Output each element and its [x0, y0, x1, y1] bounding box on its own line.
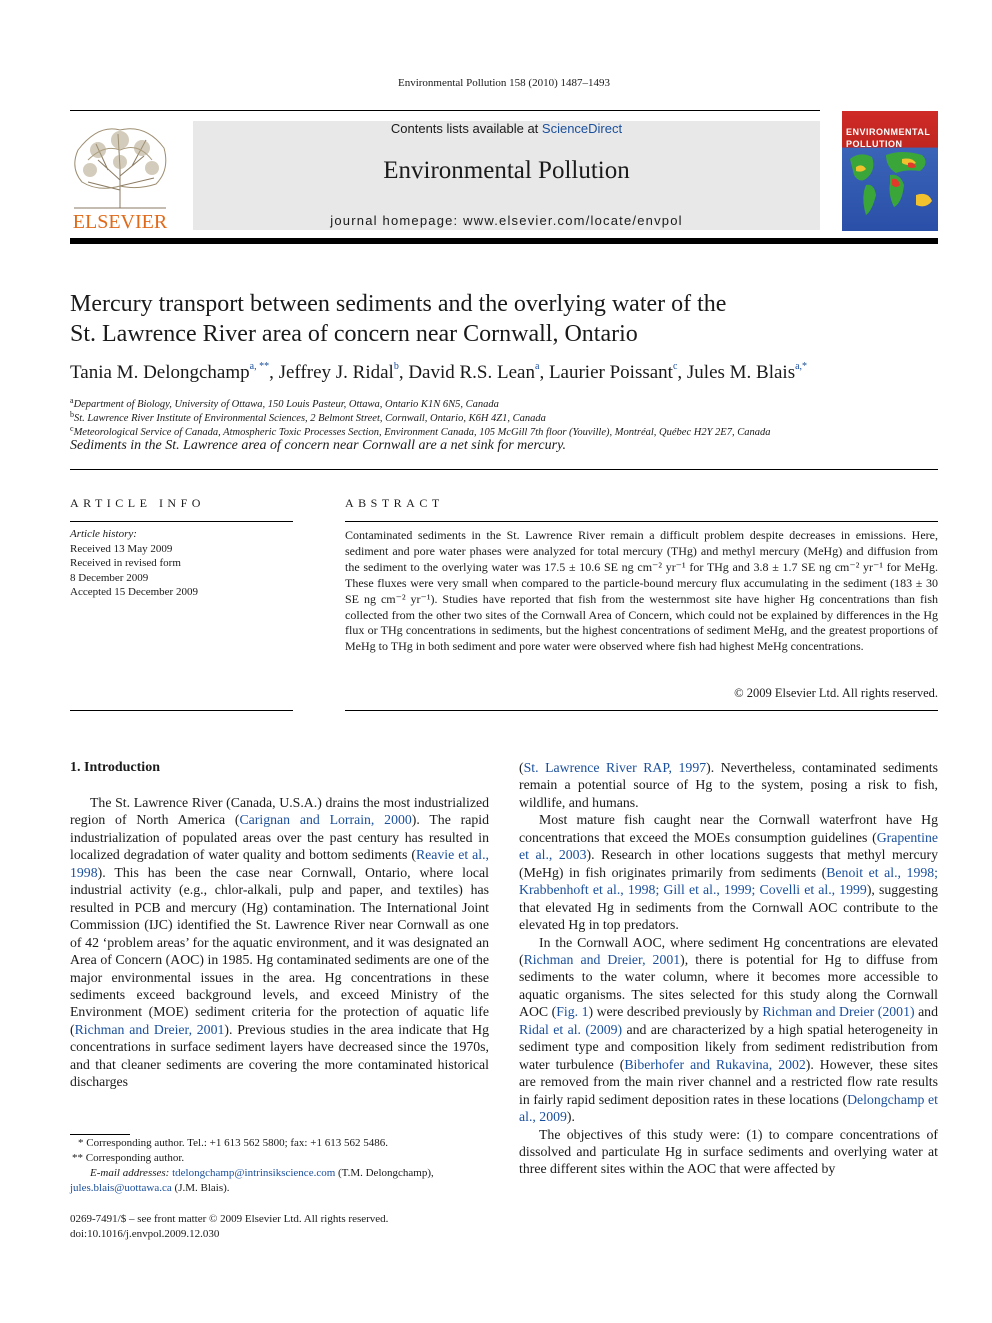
footnote-corresponding-2: ** Corresponding author.	[72, 1152, 185, 1164]
paragraph	[519, 1126, 938, 1178]
author-affiliation-mark[interactable]: a	[534, 361, 540, 372]
text-run: The St. Lawrence River (Canada, U.S.A.) drains the most industrialized region of North America (	[70, 795, 489, 828]
affiliation-mark: b	[70, 410, 74, 419]
section-heading-introduction: 1. Introduction	[70, 760, 160, 775]
footnote-emails	[70, 1166, 490, 1181]
citation-link[interactable]: Carignan and Lorrain, 2000	[239, 812, 412, 828]
abstract-rule	[345, 521, 938, 522]
citation-link[interactable]: Delongchamp et al., 2009	[519, 1091, 938, 1125]
text-run: and	[914, 1004, 938, 1020]
citation-link[interactable]: Richman and Dreier (2001)	[762, 1004, 915, 1020]
citation-link[interactable]: Reavie et al., 1998	[70, 847, 489, 880]
author-list: Tania M. Delongchamp$^{a, **}$, Jeffrey J. Ridal$^b$, David R.S. Lean$^a$, Laurier Poissant$^c$, Jules M. Blais$^{a,*}$	[70, 361, 808, 383]
history-accepted: Accepted 15 December 2009	[70, 586, 198, 598]
history-revised-date: 8 December 2009	[70, 571, 149, 584]
author-name: Jeffrey J. Ridal	[278, 362, 394, 383]
text-run: and are characterized by a high spatial heterogeneity in sediment type and composition likely from sediment redistribution from water turbulence (	[519, 1021, 938, 1072]
issn-line: 0269-7491/$ – see front matter © 2009 Elsevier Ltd. All rights reserved.	[70, 1213, 389, 1225]
citation-link[interactable]: Ridal et al. (2009)	[519, 1021, 623, 1037]
text-run: In the Cornwall AOC, where sediment Hg concentrations are elevated (	[519, 934, 938, 967]
citation-link[interactable]: Fig. 1	[556, 1004, 589, 1020]
citation-link[interactable]: St. Lawrence River RAP, 1997	[523, 760, 707, 775]
header-thick-rule	[70, 238, 938, 244]
text-run: ) were described previously by	[588, 1004, 763, 1020]
author-name: Laurier Poissant	[548, 362, 673, 383]
author-affiliation-mark[interactable]: a,*	[795, 361, 808, 372]
article-history	[70, 527, 295, 600]
body-column-left	[70, 794, 489, 1091]
article-info-rule	[70, 521, 293, 522]
affiliation-mark: c	[70, 424, 74, 433]
paragraph	[70, 794, 489, 1091]
history-label: Article history:	[70, 528, 137, 540]
text-run: Most mature fish caught near the Cornwall waterfront have Hg concentrations that exceed the MOEs consumption guidelines (	[519, 812, 938, 845]
text-run: ), there is potential for Hg to diffuse from sediments to the water column, where it becomes more accessible to aquatic organisms. The sites selected for this study along the Cornwall AOC (	[519, 951, 938, 1020]
abstract-heading: ABSTRACT	[345, 496, 444, 510]
contents-prefix: Contents lists available at	[390, 121, 542, 136]
email-label: E-mail addresses:	[90, 1167, 173, 1179]
footnote-rule	[70, 1134, 130, 1135]
author-name: Tania M. Delongchamp	[70, 362, 250, 383]
text-run: ).	[566, 1109, 575, 1125]
affiliation-a	[70, 396, 940, 410]
abstract-copyright: © 2009 Elsevier Ltd. All rights reserved.	[734, 686, 938, 700]
affiliation-mark: a	[70, 396, 74, 405]
section-rule	[70, 469, 938, 470]
article-highlight: Sediments in the St. Lawrence area of concern near Cornwall are a net sink for mercury.	[70, 438, 567, 453]
text-run: ). However, these sites are removed from the main river channel and a restricted flow rate results in fairly rapid sediment deposition rates in these locations (	[519, 1056, 939, 1107]
journal-reference: Environmental Pollution 158 (2010) 1487–1493	[397, 77, 611, 89]
citation-link[interactable]: Biberhofer and Rukavina, 2002	[624, 1056, 806, 1072]
doi-line[interactable]: doi:10.1016/j.envpol.2009.12.030	[70, 1227, 220, 1240]
cover-map-graphic	[842, 111, 938, 231]
abstract-bottom-rule	[345, 710, 938, 711]
footnote-corresponding-1: * Corresponding author. Tel.: +1 613 562 5800; fax: +1 613 562 5486.	[78, 1137, 388, 1149]
email-owner: (J.M. Blais).	[171, 1182, 230, 1194]
author-name: David R.S. Lean	[408, 362, 535, 383]
email-owner: (T.M. Delongchamp),	[335, 1167, 434, 1179]
email-link-delongchamp[interactable]: tdelongchamp@intrinsikscience.com	[172, 1167, 336, 1179]
header-top-rule	[70, 110, 820, 111]
citation-link[interactable]: Grapentine et al., 2003	[519, 829, 938, 863]
body-column-right	[519, 759, 938, 1178]
sciencedirect-link[interactable]: ScienceDirect	[541, 121, 623, 136]
citation-link[interactable]: Richman and Dreier, 2001	[523, 951, 681, 967]
affiliation-b	[70, 410, 940, 424]
article-info-bottom-rule	[70, 710, 293, 711]
text-run: (	[519, 760, 524, 775]
paragraph	[519, 811, 938, 933]
front-matter-info	[70, 1212, 490, 1241]
paragraph	[519, 934, 938, 1126]
affiliation-text: Meteorological Service of Canada, Atmospheric Toxic Processes Section, Environment Canada, 105 McGill 7th floor (Youville), Montréal, Québec H2Y 2E7, Canada	[73, 427, 771, 438]
history-received: Received 13 May 2009	[70, 542, 173, 555]
text-run: ). The rapid industrialization of populated areas over the past century has resulted in localized degradation of water quality and bottom sediments (	[70, 812, 489, 863]
article-title-line-2: St. Lawrence River area of concern near Cornwall, Ontario	[70, 321, 638, 347]
article-title	[70, 289, 930, 349]
article-info-heading: ARTICLE INFO	[70, 496, 205, 510]
citation-link[interactable]: Richman and Dreier, 2001	[74, 1021, 225, 1037]
footnotes	[70, 1136, 490, 1196]
author-affiliation-mark[interactable]: a, **	[249, 361, 270, 372]
text-run: ). This has been the case near Cornwall, Ontario, where local industrial activity (e.g., chlor-alkali, pulp and paper, and textiles) has resulted in PCB and mercury (Hg) contamination. The International Joint Commission (IJC) identified the St. Lawrence River near Cornwall as one of 42 ‘problem areas’ for the aquatic environment, and it was designated an Area of Concern (AOC) in 1985. Hg contaminated sediments are one of the major environmental issues in the area. Hg concentrations in these sediments exceed background levels, and exceed Ministry of the Environment (MOE) sediment criteria for the protection of aquatic life (	[70, 864, 489, 1037]
elsevier-logo	[68, 120, 172, 232]
journal-title: Environmental Pollution	[383, 157, 630, 184]
contents-line	[193, 121, 820, 136]
text-run: ). Research in other locations suggests that methyl mercury (MeHg) in fish originates primarily from sediments (	[519, 847, 938, 880]
abstract-text: Contaminated sediments in the St. Lawrence River remain a difficult problem despite decreases in emissions. Here, sediment and pore water phases were analyzed for total mercury (THg) and methyl mercury (MeHg) and diffusion from the sediment to the overlying water was 17.5 ± 10.6 SE ng cm⁻² yr⁻¹ for THg and 3.8 ± 1.7 SE ng cm⁻² yr⁻¹ for MeHg. These fluxes were very small when compared to the particle-bound mercury flux accumulating in the sediment (183 ± 30 SE ng cm⁻² yr⁻¹). Studies have reported that fish from the westernmost site have higher Hg concentrations than fish collected from the other two sites of the Cornwall Area of Concern, which could not be explained by differences in the Hg flux or THg concentrations in sediments, but the highest concentrations of sediment MeHg, and the greatest proportions of MeHg to THg in both sediment and pore water were observed where fish had highest MeHg concentrations.	[345, 528, 938, 654]
text-run: ), suggesting that elevated Hg in sediments from the Cornwall AOC contribute to the elevated Hg in top predators.	[519, 882, 938, 933]
journal-homepage[interactable]: journal homepage: www.elsevier.com/locate/envpol	[330, 213, 683, 228]
author-name: Jules M. Blais	[686, 362, 796, 383]
citation-link[interactable]: Benoit et al., 1998; Krabbenhoft et al., 1998; Gill et al., 1999; Covelli et al., 1999	[519, 864, 938, 898]
affiliation-c	[70, 424, 940, 438]
footnote-emails-cont	[70, 1181, 490, 1196]
article-title-line-1: Mercury transport between sediments and the overlying water of the	[70, 291, 727, 317]
affiliation-text: St. Lawrence River Institute of Environmental Sciences, 2 Belmont Street, Cornwall, Ontario, K6H 4Z1, Canada	[74, 413, 546, 424]
text-run: ). Nevertheless, contaminated sediments remain a potential source of Hg to the system, posing a risk to fish, wildlife, and humans.	[519, 760, 938, 810]
affiliation-text: Department of Biology, University of Ottawa, 150 Louis Pasteur, Ottawa, Ontario K1N 6N5, Canada	[73, 399, 499, 410]
journal-cover-thumbnail	[842, 111, 938, 231]
text-run: ). Previous studies in the area indicate that Hg concentrations in surface sediment layers have decreased since the 1970s, and that cleaner sediments are covering the more contaminated historical discharges	[70, 1021, 489, 1090]
email-link-blais[interactable]: jules.blais@uottawa.ca	[70, 1182, 172, 1194]
elsevier-wordmark: ELSEVIER	[72, 211, 168, 232]
history-revised: Received in revised form	[70, 557, 181, 569]
paragraph	[519, 759, 938, 811]
author-affiliation-mark[interactable]: c	[672, 361, 678, 372]
text-run: The objectives of this study were: (1) to compare concentrations of dissolved and particulate Hg in surface sediments and overlying water at three different sites within the AOC that were affected by	[519, 1126, 938, 1177]
cover-title: ENVIRONMENTAL POLLUTION	[846, 127, 931, 149]
author-affiliation-mark[interactable]: b	[393, 361, 399, 372]
